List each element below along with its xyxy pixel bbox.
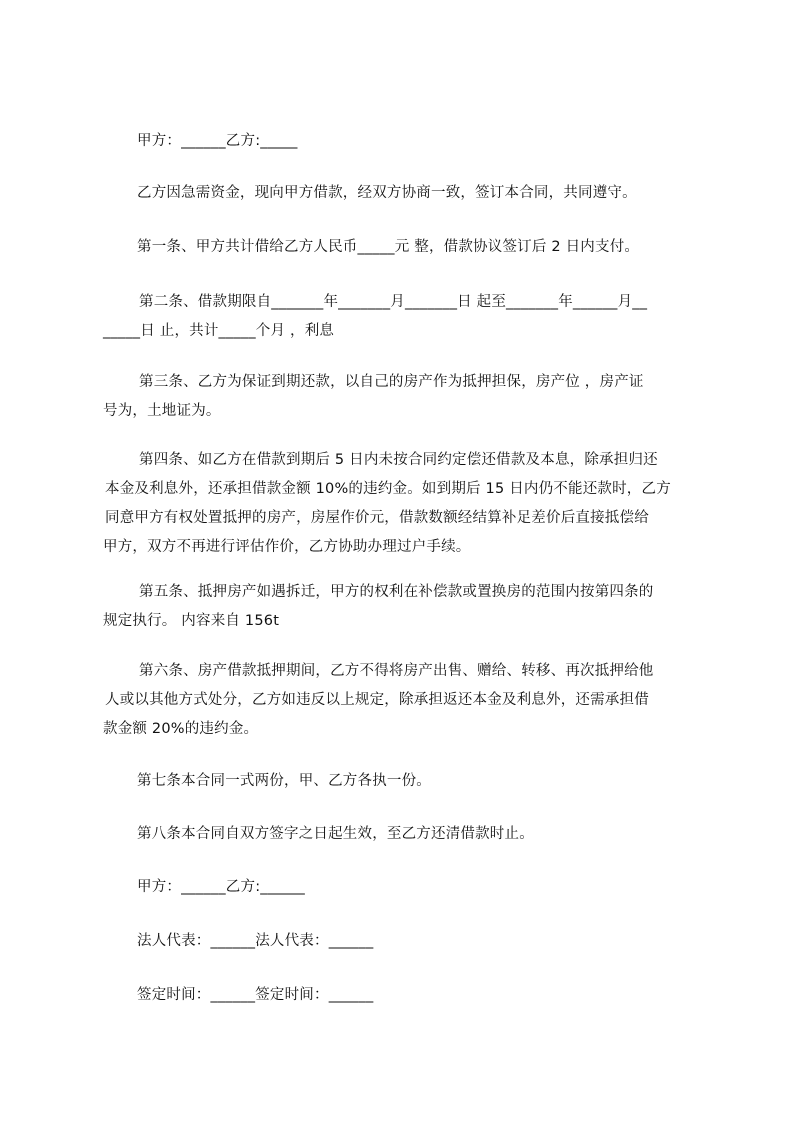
article-5: [103, 582, 700, 640]
article-8: 第八条本合同自双方签字之日起生效，至乙方还清借款时止。: [137, 826, 534, 842]
article-3-line-2: 号为，土地证为。: [103, 403, 221, 419]
article-3: [103, 372, 700, 430]
article-4-line-4: 甲方，双方不再进行评估作价，乙方协助办理过户手续。: [103, 539, 471, 555]
article-2: [103, 292, 700, 350]
article-1: 第一条、甲方共计借给乙方人民币_____元 整，借款协议签订后 2 日内支付。: [137, 239, 640, 255]
intro-paragraph: 乙方因急需资金，现向甲方借款，经双方协商一致，签订本合同，共同遵守。: [137, 185, 637, 201]
header-parties: 甲方：______乙方:_____: [137, 133, 298, 149]
article-4: [103, 450, 700, 566]
article-6-line-1: 第六条、房产借款抵押期间，乙方不得将房产出售、赠给、转移、再次抵押给他: [139, 663, 654, 679]
article-3-line-1: 第三条、乙方为保证到期还款，以自己的房产作为抵押担保，房产位 ，房产证: [139, 374, 644, 390]
article-5-line-1: 第五条、抵押房产如遇拆迁，甲方的权利在补偿款或置换房的范围内按第四条的: [139, 584, 654, 600]
article-7: 第七条本合同一式两份，甲、乙方各执一份。: [137, 773, 431, 789]
article-4-line-1: 第四条、如乙方在借款到期后 5 日内未按合同约定偿还借款及本息，除承担归还: [139, 452, 658, 468]
signature-representatives: 法人代表：______法人代表：______: [137, 933, 374, 949]
article-6-line-2: 人或以其他方式处分，乙方如违反以上规定，除承担返还本金及利息外，还需承担借: [105, 692, 649, 708]
article-2-line-1: 第二条、借款期限自_______年_______月_______日 起至_______年______月__: [139, 294, 648, 310]
signature-parties: 甲方：______乙方:______: [137, 879, 305, 895]
signature-dates: 签定时间：______签定时间：______: [137, 987, 374, 1003]
article-4-line-2: 本金及利息外，还承担借款金额 10%的违约金。如到期后 15 日内仍不能还款时，乙方: [105, 481, 671, 497]
article-6-line-3: 款金额 20%的违约金。: [103, 721, 259, 737]
article-4-line-3: 同意甲方有权处置抵押的房产，房屋作价元，借款数额经结算补足差价后直接抵偿给: [105, 510, 649, 526]
article-2-line-2: _____日 止，共计_____个月 ，利息: [103, 323, 335, 339]
article-6: [103, 661, 700, 748]
article-5-line-2: 规定执行。 内容来自 156t: [103, 613, 280, 629]
